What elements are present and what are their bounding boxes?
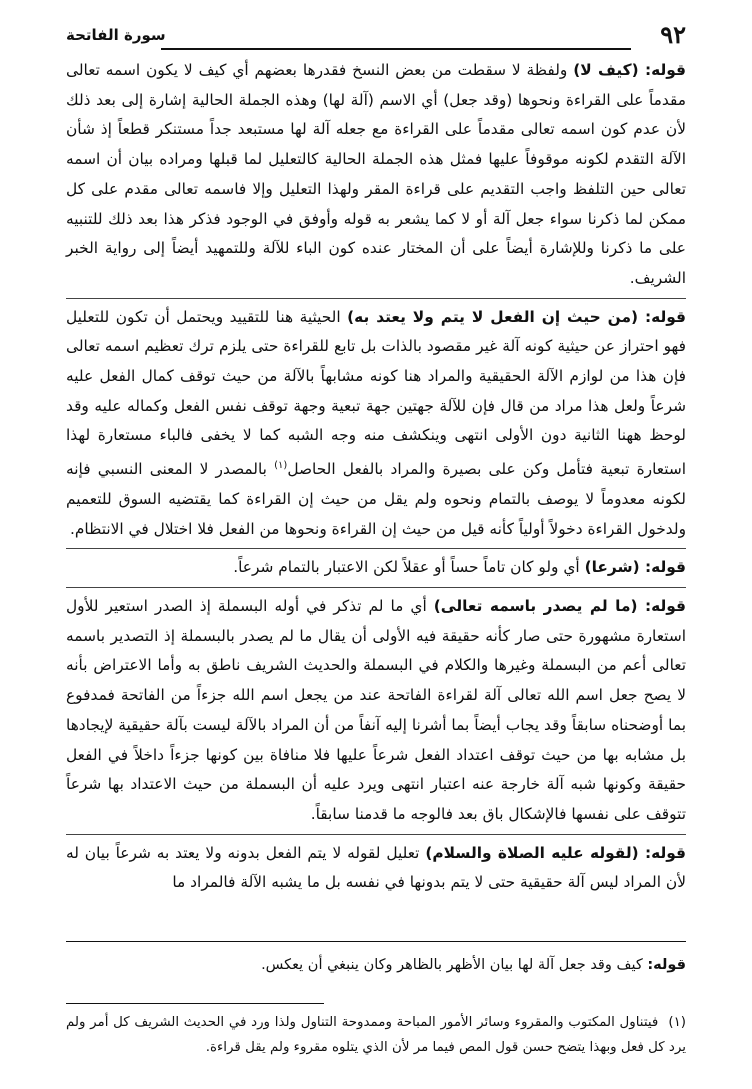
commentary-paragraph xyxy=(66,56,686,299)
paragraph-text: الحيثية هنا للتقييد ويحتمل أن تكون للتعليل فهو احتراز عن حيثية كونه آلة غير مقصود بالذات بل تابع للقراءة حتى يلزم ترك تعظيم اسمه تعالى فإن هذا من لوازم الآلة الحقيقية والمراد هنا كونه مشابهاً بالآلة من حيث توقف كمال الفعل عليه شرعاً ولعل هذا مراد من قال فإن للآلة جهتين جهة تبعية وجهة توقف نفس الفعل وكماله عليه وقد لوحظ ههنا الثانية دون الأولى انتهى وينكشف منه وجه الشبه كما لا يخفى فالباء مستعارة لهذا استعارة تبعية فتأمل وكن على بصيرة والمراد بالفعل الحاصل xyxy=(66,307,687,479)
commentary-paragraph xyxy=(66,592,686,835)
commentary-paragraph xyxy=(66,839,686,902)
paragraph-label: قوله: (ما لم يصدر باسمه تعالى) xyxy=(433,597,686,616)
footnote-separator xyxy=(66,1003,324,1004)
page-header xyxy=(66,20,686,50)
paragraph-text: تعليل لقوله لا يتم الفعل بدونه ولا يعتد به شرعاً بيان له لأن المراد ليس آلة حقيقية حتى لا يتم بدونها في نفسه بل ما يشبه الآلة فالمراد ما xyxy=(66,843,686,892)
paragraph-label: قوله: (كيف لا) xyxy=(573,61,686,79)
footnote-marker[interactable]: (١) xyxy=(274,460,288,472)
paragraph-label: قوله: (شرعا) xyxy=(584,558,686,577)
page-number: ٩٢ xyxy=(660,20,686,49)
header-rule xyxy=(161,48,631,50)
surah-title: سورة الفاتحة xyxy=(66,26,166,44)
paragraph-text: أي ما لم تذكر في أوله البسملة إذ الصدر استعير للأول استعارة مشهورة حتى صار كأنه حقيقة فيه الأولى أن يقال ما لم يصدر بالبسملة إذ التصدير باسمه تعالى أعم من البسملة وغيرها والكلام في البسملة والحديث الشريف ناطق به وأما الاعتراض بأنه لا يصح جعل اسم الله تعالى آلة لقراءة الفاتحة عند من يجعل اسم الله جزءاً من الفاتحة فمدفوع بما أوضحناه سابقاً وقد يجاب أيضاً بما أشرنا إليه آنفاً من أن المراد بالآلة ليست بآلة حقيقية لإيجادها بل مشابه بها من حيث توقف اعتداد الفعل شرعاً عليها فلا منافاة بين كونها جزءاً داخلاً في الفعل حقيقة وكونها شبه آلة خارجة عنه اعتبار انتهى ويرد عليه أن البسملة من حيث الاعتداد بها شرعاً تتوقف على نفسها فالإشكال باق بعد فالوجه ما قدمنا سابقاً. xyxy=(66,597,686,823)
footnote-number: (١) xyxy=(668,1015,686,1030)
gloss-label: قوله: xyxy=(647,957,686,973)
commentary-paragraph xyxy=(66,553,686,588)
marginal-gloss xyxy=(66,952,686,978)
gloss-text: كيف وقد جعل آلة لها بيان الأظهر بالظاهر وكان ينبغي أن يعكس. xyxy=(261,957,648,973)
paragraph-text: بالمصدر لا المعنى النسبي فإنه لكونه معدوماً لا يوصف بالتمام ونحوه ولم يقل من حيث إن القراءة كما يقتضيه السوق للتعميم ولدخول القراءة دخولاً أولياً كأنه قيل من حيث إن القراءة ونحوها من الفعل فلا اختلال في الانتظام. xyxy=(66,460,686,538)
paragraph-text: ولفظة لا سقطت من بعض النسخ فقدرها بعضهم أي كيف لا يكون اسمه تعالى مقدماً على القراءة ونحوها (وقد جعل) أي الاسم (آلة لها) وهذه الجملة الحالية إشارة إلى بعد ذلك لأن عدم كون اسمه تعالى مقدماً على القراءة مع جعله آلة لها مستبعد جداً مستنكر قطعاً إذ شأن الآلة التقدم لكونه موقوفاً عليها فمثل هذه الجملة الحالية كالتعليل لما قبلها ومراده بيان أن اسمه تعالى حين التلفظ واجب التقديم على قراءة المقر ولهذا التعليل وإلا فاسمه تعالى مقدم على كل ممكن لما ذكرنا سواء جعل آلة أو لا كما يشعر به قوله وأوفق في الوجود فذكر هذا بعد ذلك للتنبيه على ما ذكرنا وللإشارة أيضاً على أن المختار عنده كون الباء للآلة وللتمهيد أيضاً إلى رواية الخبر الشريف. xyxy=(66,61,686,287)
gloss-separator xyxy=(66,941,686,942)
commentary-paragraph xyxy=(66,303,686,550)
paragraph-label: قوله: (لقوله عليه الصلاة والسلام) xyxy=(425,843,686,862)
footnote xyxy=(66,1010,686,1060)
paragraph-text: أي ولو كان تاماً حساً أو عقلاً لكن الاعتبار بالتمام شرعاً. xyxy=(233,558,585,577)
footnote-text: فيتناول المكتوب والمقروء وسائر الأمور المباحة وممدوحة التناول ولذا ورد في الحديث الشريف كل أمر ولم يرد كل فعل وبهذا يتضح حسن قول المص فيما مر لأن الذي يتلوه مقروء ولم يقل قراءة. xyxy=(66,1015,686,1055)
commentary-body xyxy=(66,56,686,902)
paragraph-label: قوله: (من حيث إن الفعل لا يتم ولا يعتد به) xyxy=(347,307,686,326)
